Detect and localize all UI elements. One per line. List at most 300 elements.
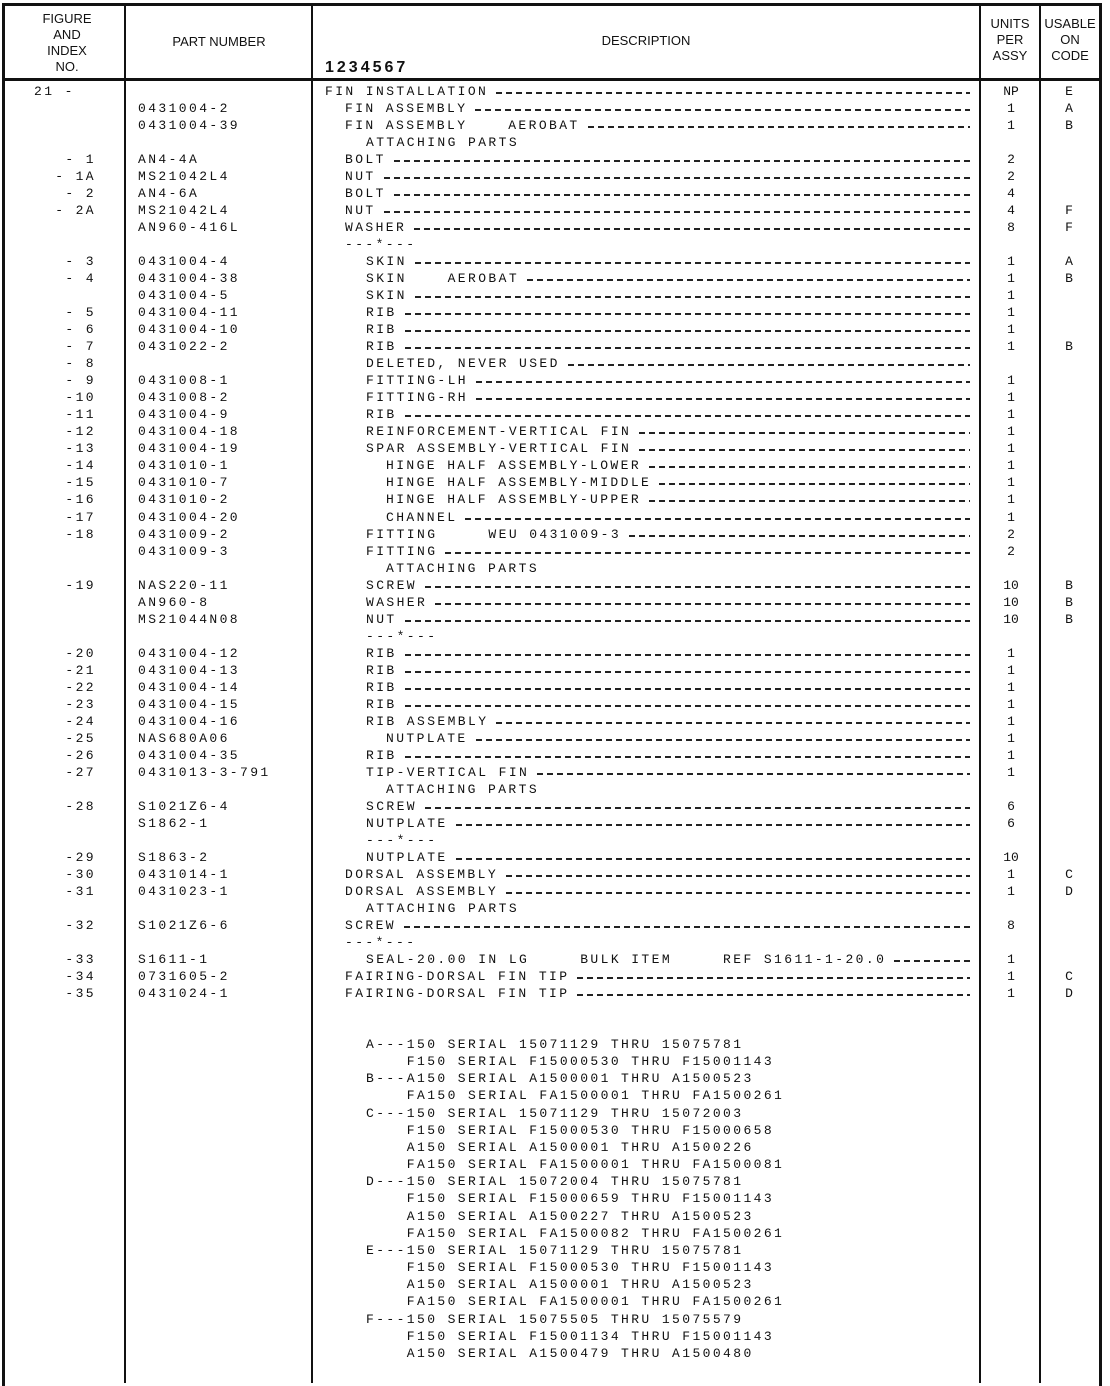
dot-leader: [496, 713, 970, 730]
description: [366, 253, 970, 270]
part-number: 0431010-1: [138, 458, 230, 474]
dot-leader: [577, 968, 970, 985]
description-text: FIN INSTALLATION: [325, 84, 489, 99]
description: [366, 270, 970, 287]
usable-code-notes: [366, 1036, 784, 1362]
table-row: [0, 662, 1100, 679]
part-number: 0431014-1: [138, 866, 230, 882]
figure-index: -28: [65, 798, 96, 814]
table-row: [0, 270, 1100, 287]
figure-index: -20: [65, 645, 96, 661]
description-text: BOLT: [345, 186, 386, 202]
dot-leader: [415, 287, 970, 304]
description: [366, 440, 970, 457]
dot-leader: [384, 168, 970, 185]
figure-index: -10: [65, 390, 96, 406]
usable-on-code: C: [1065, 866, 1073, 882]
usable-on-code: F: [1065, 203, 1073, 219]
part-number: 0431004-10: [138, 322, 241, 338]
dot-leader: [649, 491, 970, 508]
figure-index: - 1: [65, 152, 96, 168]
units-per-assy: 1: [1007, 986, 1015, 1002]
description: [345, 202, 970, 219]
header-line: FIGURE: [42, 11, 92, 26]
units-per-assy: 10: [1003, 611, 1019, 627]
description: [366, 594, 970, 611]
units-per-assy: 1: [1007, 373, 1015, 389]
table-row: [0, 457, 1100, 474]
description-text: RIB: [366, 339, 397, 355]
figure-index: -23: [65, 696, 96, 712]
table-row: [0, 543, 1100, 560]
description: [366, 611, 970, 628]
figure-index: -34: [65, 969, 96, 985]
dot-leader: [405, 645, 970, 662]
table-row: [0, 679, 1100, 696]
part-number: 0431010-7: [138, 475, 230, 491]
units-per-assy: 8: [1007, 917, 1015, 933]
units-per-assy: 1: [1007, 713, 1015, 729]
units-per-assy: 1: [1007, 509, 1015, 525]
table-row: [0, 372, 1100, 389]
units-per-assy: 1: [1007, 101, 1015, 117]
part-number: 0431004-5: [138, 288, 230, 304]
note-line: F150 SERIAL F15000530 THRU F15001143: [366, 1260, 775, 1276]
note-line: FA150 SERIAL FA1500001 THRU FA1500261: [366, 1088, 785, 1104]
units-per-assy: 1: [1007, 679, 1015, 695]
units-per-assy: 1: [1007, 952, 1015, 968]
table-row: [0, 321, 1100, 338]
description: [366, 355, 970, 372]
dot-leader: [404, 917, 970, 934]
part-number: NAS680A06: [138, 730, 230, 746]
part-number: S1021Z6-4: [138, 798, 230, 814]
dot-leader: [456, 815, 970, 832]
description: [386, 457, 970, 474]
dot-leader: [639, 440, 970, 457]
part-number: MS21042L4: [138, 203, 230, 219]
part-number: 0431004-20: [138, 509, 241, 525]
description-text: SCREW: [345, 917, 397, 933]
table-row: [0, 202, 1100, 219]
dot-leader: [425, 798, 970, 815]
table-row: [0, 917, 1100, 934]
description-text: NUTPLATE: [366, 815, 448, 831]
description: [366, 304, 970, 321]
table-row: [0, 219, 1100, 236]
units-per-assy: 1: [1007, 271, 1015, 287]
description: [325, 83, 970, 100]
description: [345, 219, 970, 236]
dot-leader: [568, 355, 970, 372]
units-per-assy: 1: [1007, 764, 1015, 780]
units-per-assy: 2: [1007, 152, 1015, 168]
description: [345, 866, 970, 883]
note-line: A150 SERIAL A1500001 THRU A1500523: [366, 1277, 754, 1293]
note-line: B---A150 SERIAL A1500001 THRU A1500523: [366, 1071, 754, 1087]
description-text: FIN ASSEMBLY: [345, 101, 468, 117]
description-text: NUT: [345, 169, 376, 185]
part-number: AN960-8: [138, 594, 210, 610]
part-number: 0431004-16: [138, 713, 241, 729]
part-number: 0431004-2: [138, 101, 230, 117]
units-per-assy: 1: [1007, 730, 1015, 746]
description: [345, 185, 970, 202]
usable-on-code: F: [1065, 220, 1073, 236]
dot-leader: [629, 526, 970, 543]
description: [366, 628, 970, 645]
header-line: UNITS: [990, 16, 1030, 31]
part-number: MS21042L4: [138, 169, 230, 185]
units-per-assy: 1: [1007, 969, 1015, 985]
units-per-assy: 2: [1007, 543, 1015, 559]
description: [366, 815, 970, 832]
dot-leader: [475, 100, 970, 117]
table-row: [0, 730, 1100, 747]
figure-index: -30: [65, 866, 96, 882]
table-row: [0, 355, 1100, 372]
dot-leader: [405, 611, 970, 628]
description: [366, 543, 970, 560]
description-text: REINFORCEMENT-VERTICAL FIN: [366, 424, 632, 440]
header-line: ON: [1060, 32, 1080, 47]
table-row: [0, 968, 1100, 985]
part-number: S1863-2: [138, 849, 210, 865]
description-text: RIB: [366, 305, 397, 321]
figure-index: -19: [65, 577, 96, 593]
units-per-assy: 1: [1007, 475, 1015, 491]
description-text: FITTING-RH: [366, 390, 469, 406]
figure-index: -33: [65, 952, 96, 968]
table-row: [0, 151, 1100, 168]
table-row: [0, 611, 1100, 628]
note-line: FA150 SERIAL FA1500082 THRU FA1500261: [366, 1225, 785, 1241]
description: [345, 917, 970, 934]
table-row: [0, 185, 1100, 202]
usable-on-code: E: [1065, 84, 1073, 99]
description: [386, 730, 970, 747]
description: [366, 577, 970, 594]
description-text: DORSAL ASSEMBLY: [345, 866, 499, 882]
table-row: [0, 713, 1100, 730]
description-text: FITTING WEU 0431009-3: [366, 526, 622, 542]
table-row: [0, 594, 1100, 611]
dot-leader: [425, 577, 970, 594]
header-line: NO.: [55, 59, 79, 74]
units-per-assy: NP: [1003, 84, 1019, 99]
usable-on-code: B: [1065, 271, 1073, 287]
description-text: ATTACHING PARTS: [386, 781, 540, 797]
dot-leader: [527, 270, 970, 287]
part-number: 0431004-13: [138, 662, 241, 678]
part-number: S1611-1: [138, 952, 210, 968]
table-row: [0, 83, 1100, 100]
dot-leader: [639, 423, 970, 440]
part-number: 0431023-1: [138, 883, 230, 899]
table-row: [0, 236, 1100, 253]
units-per-assy: 1: [1007, 288, 1015, 304]
part-number: 0431004-11: [138, 305, 241, 321]
description-text: DELETED, NEVER USED: [366, 356, 560, 372]
description-text: ATTACHING PARTS: [386, 560, 540, 576]
dot-leader: [405, 321, 970, 338]
description: [366, 321, 970, 338]
note-line: A150 SERIAL A1500001 THRU A1500226: [366, 1139, 754, 1155]
header-line: PER: [996, 32, 1024, 47]
description: [345, 168, 970, 185]
description: [386, 560, 970, 577]
table-row: [0, 406, 1100, 423]
description: [386, 781, 970, 798]
table-row: [0, 423, 1100, 440]
usable-on-code: D: [1065, 883, 1073, 899]
description: [366, 338, 970, 355]
description-text: RIB: [366, 322, 397, 338]
table-row: [0, 100, 1100, 117]
description-text: FITTING-LH: [366, 373, 469, 389]
usable-on-code: B: [1065, 118, 1073, 134]
description-text: HINGE HALF ASSEMBLY-UPPER: [386, 492, 642, 508]
description-text: ---*---: [366, 628, 438, 644]
part-number: 0431004-38: [138, 271, 241, 287]
usable-on-code: D: [1065, 986, 1073, 1002]
dot-leader: [476, 372, 970, 389]
header-usable-on-code: [1041, 16, 1099, 64]
usable-on-code: B: [1065, 594, 1073, 610]
dot-leader: [405, 662, 970, 679]
units-per-assy: 1: [1007, 645, 1015, 661]
part-number: AN960-416L: [138, 220, 241, 236]
part-number: 0431009-3: [138, 543, 230, 559]
figure-index: -25: [65, 730, 96, 746]
description-text: ---*---: [366, 832, 438, 848]
table-row: [0, 866, 1100, 883]
dot-leader: [405, 696, 970, 713]
description: [366, 372, 970, 389]
table-row: [0, 815, 1100, 832]
table-row: [0, 747, 1100, 764]
table-row: [0, 509, 1100, 526]
units-per-assy: 1: [1007, 390, 1015, 406]
units-per-assy: 2: [1007, 526, 1015, 542]
part-number: S1862-1: [138, 815, 210, 831]
units-per-assy: 1: [1007, 424, 1015, 440]
units-per-assy: 1: [1007, 407, 1015, 423]
dot-leader: [414, 219, 970, 236]
figure-index: - 5: [65, 305, 96, 321]
description-text: SCREW: [366, 577, 418, 593]
figure-index: - 4: [65, 271, 96, 287]
units-per-assy: 1: [1007, 441, 1015, 457]
units-per-assy: 1: [1007, 458, 1015, 474]
table-row: [0, 253, 1100, 270]
figure-index: - 1A: [55, 169, 96, 185]
figure-index: - 3: [65, 254, 96, 270]
dot-leader: [506, 866, 970, 883]
table-row: [0, 304, 1100, 321]
table-row: [0, 491, 1100, 508]
description: [345, 100, 970, 117]
units-per-assy: 8: [1007, 220, 1015, 236]
dot-leader: [894, 951, 970, 968]
figure-index: - 2A: [55, 203, 96, 219]
part-number: 0431008-2: [138, 390, 230, 406]
part-number: 0431004-18: [138, 424, 241, 440]
figure-index: -26: [65, 747, 96, 763]
dot-leader: [384, 202, 970, 219]
part-number: NAS220-11: [138, 577, 230, 593]
part-number: 0431004-35: [138, 747, 241, 763]
units-per-assy: 1: [1007, 118, 1015, 134]
description-text: FITTING: [366, 543, 438, 559]
table-row: [0, 338, 1100, 355]
table-row: [0, 628, 1100, 645]
table-row: [0, 849, 1100, 866]
dot-leader: [496, 83, 970, 100]
header-figure-index: [10, 11, 124, 75]
description: [366, 849, 970, 866]
description-text: ATTACHING PARTS: [366, 135, 520, 151]
header-divider: [2, 78, 1102, 81]
table-row: [0, 798, 1100, 815]
description-text: DORSAL ASSEMBLY: [345, 883, 499, 899]
description: [366, 423, 970, 440]
description-text: SCREW: [366, 798, 418, 814]
note-line: C---150 SERIAL 15071129 THRU 15072003: [366, 1105, 744, 1121]
description-text: FAIRING-DORSAL FIN TIP: [345, 969, 570, 985]
dot-leader: [649, 457, 970, 474]
header-indent-levels: 1234567: [325, 59, 409, 76]
part-number: 0431009-2: [138, 526, 230, 542]
units-per-assy: 4: [1007, 186, 1015, 202]
usable-on-code: A: [1065, 101, 1073, 117]
part-number: 0431010-2: [138, 492, 230, 508]
figure-index: -18: [65, 526, 96, 542]
description: [345, 968, 970, 985]
note-line: F---150 SERIAL 15075505 THRU 15075579: [366, 1311, 744, 1327]
description-text: NUT: [345, 203, 376, 219]
usable-on-code: B: [1065, 577, 1073, 593]
description: [386, 474, 970, 491]
description: [386, 491, 970, 508]
description: [366, 798, 970, 815]
part-number: AN4-4A: [138, 152, 200, 168]
figure-index: -35: [65, 986, 96, 1002]
note-line: F150 SERIAL F15000659 THRU F15001143: [366, 1191, 775, 1207]
part-number: 0431004-14: [138, 679, 241, 695]
table-row: [0, 577, 1100, 594]
figure-index: -12: [65, 424, 96, 440]
description-text: BOLT: [345, 152, 386, 168]
dot-leader: [465, 509, 970, 526]
description: [366, 406, 970, 423]
table-row: [0, 560, 1100, 577]
header-description: DESCRIPTION: [601, 33, 691, 48]
description-text: FAIRING-DORSAL FIN TIP: [345, 986, 570, 1002]
note-line: E---150 SERIAL 15071129 THRU 15075781: [366, 1242, 744, 1258]
figure-index: -21: [65, 662, 96, 678]
usable-on-code: C: [1065, 969, 1073, 985]
header-line: CODE: [1051, 48, 1089, 63]
description: [345, 236, 970, 253]
figure-index: -22: [65, 679, 96, 695]
figure-index: -11: [65, 407, 96, 423]
table-row: [0, 951, 1100, 968]
figure-index: -14: [65, 458, 96, 474]
header-part-number: PART NUMBER: [172, 34, 266, 49]
figure-index: 21 -: [34, 84, 75, 99]
description: [345, 985, 970, 1002]
part-number: 0431004-4: [138, 254, 230, 270]
header-units-per-assy: [981, 16, 1039, 64]
header-line: USABLE: [1044, 16, 1096, 31]
dot-leader: [405, 679, 970, 696]
dot-leader: [456, 849, 970, 866]
description-text: WASHER: [366, 594, 428, 610]
header-line: AND: [53, 27, 81, 42]
part-number: 0731605-2: [138, 969, 230, 985]
description-text: RIB: [366, 696, 397, 712]
note-line: F150 SERIAL F15000530 THRU F15001143: [366, 1054, 775, 1070]
table-row: [0, 645, 1100, 662]
description: [345, 151, 970, 168]
note-line: F150 SERIAL F15000530 THRU F15000658: [366, 1122, 775, 1138]
figure-index: -17: [65, 509, 96, 525]
dot-leader: [435, 594, 970, 611]
part-number: 0431004-15: [138, 696, 241, 712]
units-per-assy: 2: [1007, 169, 1015, 185]
table-row: [0, 287, 1100, 304]
units-per-assy: 1: [1007, 322, 1015, 338]
dot-leader: [405, 747, 970, 764]
units-per-assy: 1: [1007, 883, 1015, 899]
description-text: SPAR ASSEMBLY-VERTICAL FIN: [366, 441, 632, 457]
units-per-assy: 1: [1007, 866, 1015, 882]
description: [345, 883, 970, 900]
figure-index: -31: [65, 883, 96, 899]
figure-index: - 9: [65, 373, 96, 389]
part-number: AN4-6A: [138, 186, 200, 202]
dot-leader: [476, 389, 970, 406]
note-line: D---150 SERIAL 15072004 THRU 15075781: [366, 1174, 744, 1190]
figure-index: - 8: [65, 356, 96, 372]
table-row: [0, 474, 1100, 491]
dot-leader: [415, 253, 970, 270]
description-text: RIB: [366, 407, 397, 423]
units-per-assy: 1: [1007, 305, 1015, 321]
description: [366, 526, 970, 543]
table-row: [0, 934, 1100, 951]
description: [366, 747, 970, 764]
note-line: A---150 SERIAL 15071129 THRU 15075781: [366, 1037, 744, 1052]
description-text: RIB: [366, 747, 397, 763]
table-row: [0, 117, 1100, 134]
table-row: [0, 526, 1100, 543]
description: [366, 764, 970, 781]
description: [366, 951, 970, 968]
usable-on-code: A: [1065, 254, 1073, 270]
part-number: 0431004-9: [138, 407, 230, 423]
description-text: HINGE HALF ASSEMBLY-MIDDLE: [386, 475, 652, 491]
dot-leader: [476, 730, 970, 747]
dot-leader: [405, 304, 970, 321]
description-text: ---*---: [345, 935, 417, 950]
description-text: NUT: [366, 611, 397, 627]
units-per-assy: 1: [1007, 662, 1015, 678]
dot-leader: [506, 883, 970, 900]
part-number: 0431008-1: [138, 373, 230, 389]
description: [366, 662, 970, 679]
